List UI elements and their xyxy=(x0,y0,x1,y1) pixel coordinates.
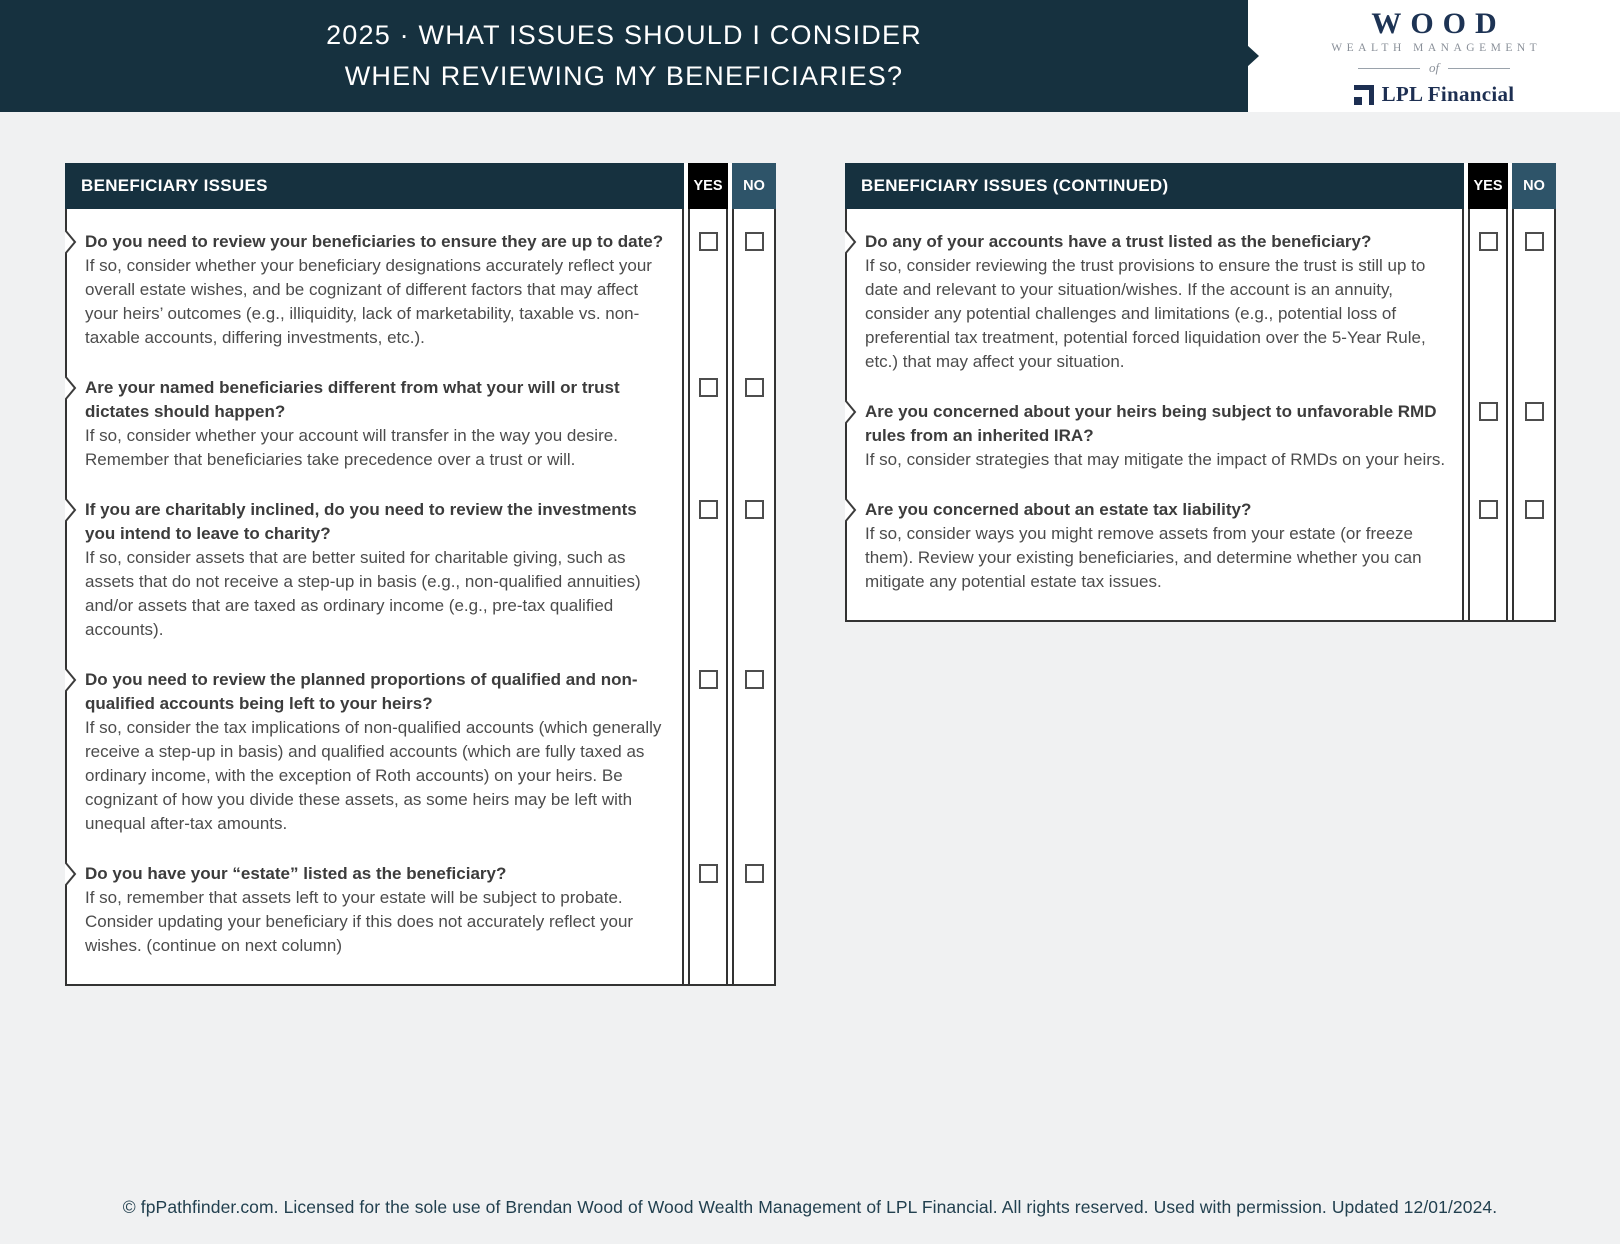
yes-cell xyxy=(1468,379,1508,477)
no-checkbox[interactable] xyxy=(1525,232,1544,251)
logo-of-text: of xyxy=(1428,60,1440,75)
yes-checkbox[interactable] xyxy=(1479,232,1498,251)
yes-cell xyxy=(1468,477,1508,620)
no-cell xyxy=(732,209,776,355)
yes-cell xyxy=(688,209,728,355)
divider-line xyxy=(1358,68,1420,69)
beneficiary-issues-table xyxy=(65,163,776,986)
question-body: If so, consider strategies that may mitigate the impact of RMDs on your heirs. xyxy=(865,450,1446,469)
question-title: Do you need to review the planned proportions of qualified and non-qualified accounts being left to your heirs? xyxy=(85,670,638,713)
no-column-header: NO xyxy=(1512,163,1556,209)
yes-checkbox[interactable] xyxy=(1479,402,1498,421)
question-body: If so, consider whether your beneficiary designations accurately reflect your overall estate wishes, and be cognizant of different factors that may affect your heirs’ outcomes (e.g., illiquidity, lack of marketability, taxable vs. non-taxable accounts, differing investments, etc.). xyxy=(85,256,652,347)
no-cell xyxy=(1512,379,1556,477)
yes-checkbox[interactable] xyxy=(699,500,718,519)
yes-checkbox[interactable] xyxy=(699,864,718,883)
question-body: If so, consider the tax implications of non-qualified accounts (which generally receive a step-up in basis) and qualified accounts (which are fully taxed as ordinary income, with the exception of Roth accounts) on your heirs. Be cognizant of how you divide these assets, as some heirs may be left with unequal after-tax amounts. xyxy=(85,718,662,833)
lpl-financial-icon xyxy=(1354,85,1374,105)
yes-cell xyxy=(1468,209,1508,379)
question-cell xyxy=(65,209,684,355)
chevron-right-icon xyxy=(65,497,77,523)
question-title: Are your named beneficiaries different from what your will or trust dictates should happen? xyxy=(85,378,620,421)
no-checkbox[interactable] xyxy=(745,864,764,883)
chevron-right-icon xyxy=(845,229,857,255)
no-checkbox[interactable] xyxy=(1525,500,1544,519)
lpl-logo-row xyxy=(1354,82,1515,107)
question-body: If so, consider whether your account will transfer in the way you desire. Remember that beneficiaries take precedence over a trust or will. xyxy=(85,426,618,469)
question-body: If so, consider assets that are better suited for charitable giving, such as assets that do not receive a step-up in basis (e.g., non-qualified annuities) and/or assets that are taxed as ordinary income (e.g., pre-tax qualified accounts). xyxy=(85,548,641,639)
no-checkbox[interactable] xyxy=(1525,402,1544,421)
table-title: BENEFICIARY ISSUES (CONTINUED) xyxy=(845,163,1464,209)
question-body: If so, consider reviewing the trust provisions to ensure the trust is still up to date and relevant to your situation/wishes. If the account is an annuity, consider any potential challenges and limitations (e.g., potential loss of preferential tax treatment, potential forced liquidation over the 5-Year Rule, etc.) that may affect your situation. xyxy=(865,256,1426,371)
no-checkbox[interactable] xyxy=(745,670,764,689)
no-cell xyxy=(732,355,776,477)
question-cell xyxy=(65,355,684,477)
lpl-financial-text: LPL Financial xyxy=(1381,82,1515,106)
yes-cell xyxy=(688,355,728,477)
beneficiary-issues-continued-table xyxy=(845,163,1556,622)
question-body: If so, consider ways you might remove assets from your estate (or freeze them). Review your existing beneficiaries, and determine whether you can mitigate any potential estate tax issues. xyxy=(865,524,1422,591)
logo-subtitle: WEALTH MANAGEMENT xyxy=(1331,42,1542,54)
firm-logo xyxy=(1248,0,1620,112)
no-checkbox[interactable] xyxy=(745,500,764,519)
no-column-header: NO xyxy=(732,163,776,209)
question-title: Do any of your accounts have a trust listed as the beneficiary? xyxy=(865,232,1372,251)
yes-checkbox[interactable] xyxy=(699,670,718,689)
question-cell xyxy=(845,209,1464,379)
no-cell xyxy=(732,647,776,841)
question-title: If you are charitably inclined, do you need to review the investments you intend to leave to charity? xyxy=(85,500,637,543)
question-cell xyxy=(845,379,1464,477)
question-cell xyxy=(65,647,684,841)
copyright-footer: © fpPathfinder.com. Licensed for the sole use of Brendan Wood of Wood Wealth Management of LPL Financial. All rights reserved. Used with permission. Updated 12/01/2024. xyxy=(122,1197,1498,1217)
no-cell xyxy=(732,841,776,984)
yes-cell xyxy=(688,841,728,984)
divider-line xyxy=(1448,68,1510,69)
question-title: Do you need to review your beneficiaries to ensure they are up to date? xyxy=(85,232,664,251)
chevron-right-icon xyxy=(65,229,77,255)
question-cell xyxy=(845,477,1464,620)
logo-wood-text: WOOD xyxy=(1371,7,1506,40)
yes-cell xyxy=(688,647,728,841)
logo-of-divider xyxy=(1358,60,1510,76)
chevron-right-icon xyxy=(65,667,77,693)
no-cell xyxy=(1512,209,1556,379)
yes-column-header: YES xyxy=(1468,163,1508,209)
no-cell xyxy=(1512,477,1556,620)
table-title: BENEFICIARY ISSUES xyxy=(65,163,684,209)
question-title: Are you concerned about your heirs being subject to unfavorable RMD rules from an inherited IRA? xyxy=(865,402,1437,445)
yes-cell xyxy=(688,477,728,647)
yes-checkbox[interactable] xyxy=(1479,500,1498,519)
chevron-right-icon xyxy=(65,375,77,401)
page-title-line-1: 2025 · WHAT ISSUES SHOULD I CONSIDER xyxy=(326,20,922,50)
question-cell xyxy=(65,477,684,647)
yes-column-header: YES xyxy=(688,163,728,209)
chevron-right-icon xyxy=(845,497,857,523)
question-title: Are you concerned about an estate tax liability? xyxy=(865,500,1252,519)
chevron-right-icon xyxy=(65,861,77,887)
question-title: Do you have your “estate” listed as the beneficiary? xyxy=(85,864,507,883)
question-body: If so, remember that assets left to your estate will be subject to probate. Consider updating your beneficiary if this does not accurately reflect your wishes. (continue on next column) xyxy=(85,888,634,955)
question-cell xyxy=(65,841,684,984)
chevron-right-icon xyxy=(845,399,857,425)
no-checkbox[interactable] xyxy=(745,232,764,251)
header-title-band xyxy=(0,0,1248,112)
page-header xyxy=(0,0,1620,112)
yes-checkbox[interactable] xyxy=(699,232,718,251)
page-title-line-2: WHEN REVIEWING MY BENEFICIARIES? xyxy=(344,61,904,91)
no-checkbox[interactable] xyxy=(745,378,764,397)
no-cell xyxy=(732,477,776,647)
yes-checkbox[interactable] xyxy=(699,378,718,397)
